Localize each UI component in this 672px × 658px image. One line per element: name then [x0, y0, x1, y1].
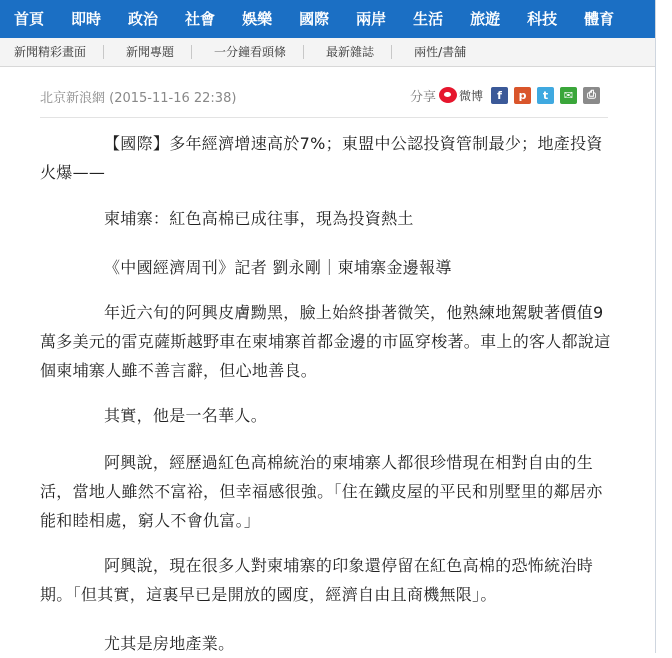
nav-item-home[interactable]: 首頁: [14, 10, 45, 28]
nav-item-politics[interactable]: 政治: [128, 10, 159, 28]
article-paragraph: 年近六旬的阿興皮膚黝黑，臉上始終掛著微笑，他熟練地駕駛著價值9萬多美元的雷克薩斯越野車在柬埔寨首都金邊的市區穿梭著。車上的客人都說這個柬埔寨人雖不善言辭，但心地善良。: [40, 303, 611, 380]
nav-item-sports[interactable]: 體育: [584, 10, 615, 28]
subnav-item-latest-magazine[interactable]: 最新雜誌: [326, 45, 375, 59]
weibo-label: 微博: [459, 88, 484, 103]
scroll-gutter: [656, 0, 672, 653]
article-paragraph: 其實，他是一名華人。: [104, 406, 268, 425]
article-subheading: 柬埔寨：紅色高棉已成往事，現為投資熱土: [104, 209, 414, 228]
subnav-item-books[interactable]: 兩性/書舖: [414, 45, 467, 59]
subnav-divider: [103, 45, 104, 59]
meta-divider: [40, 117, 608, 118]
subnav-item-news-topics[interactable]: 新聞專題: [126, 45, 175, 59]
nav-item-travel[interactable]: 旅遊: [470, 10, 501, 28]
nav-item-international[interactable]: 國際: [299, 10, 330, 28]
top-navigation-bar: [0, 0, 655, 39]
plurk-icon[interactable]: p: [514, 87, 531, 104]
weibo-icon: [439, 87, 457, 103]
subnav-item-news-highlights[interactable]: 新聞精彩畫面: [14, 45, 87, 59]
subnav-divider: [191, 45, 192, 59]
nav-item-entertainment[interactable]: 娛樂: [242, 10, 273, 28]
article-container: [0, 67, 655, 653]
share-toolbar: [410, 85, 600, 105]
sub-navigation-bar: [0, 38, 655, 67]
email-icon[interactable]: ✉: [560, 87, 577, 104]
share-label: 分享: [410, 89, 437, 105]
print-icon[interactable]: ⎙: [583, 87, 600, 104]
article-byline: 《中國經濟周刊》記者 劉永剛｜柬埔寨金邊報導: [104, 258, 452, 277]
article-source-date: 北京新浪網 (2015-11-16 22:38): [40, 91, 237, 106]
facebook-icon[interactable]: f: [491, 87, 508, 104]
article-paragraph: 尤其是房地產業。: [104, 634, 235, 653]
subnav-divider: [391, 45, 392, 59]
weibo-share-button[interactable]: [439, 87, 483, 104]
nav-item-life[interactable]: 生活: [413, 10, 444, 28]
article-paragraph: 阿興說，經歷過紅色高棉統治的柬埔寨人都很珍惜現在相對自由的生活，當地人雖然不富裕，但幸福感很強。「住在鐵皮屋的平民和別墅里的鄰居亦能和睦相處，窮人不會仇富。」: [40, 453, 603, 530]
twitter-icon[interactable]: t: [537, 87, 554, 104]
nav-item-realtime[interactable]: 即時: [71, 10, 102, 28]
subnav-divider: [303, 45, 304, 59]
nav-item-technology[interactable]: 科技: [527, 10, 558, 28]
article-paragraph: 阿興說，現在很多人對柬埔寨的印象還停留在紅色高棉的恐怖統治時期。「但其實，這裏早已是開放的國度，經濟自由且商機無限」。: [40, 556, 594, 604]
subnav-item-one-minute-headlines[interactable]: 一分鐘看頭條: [214, 45, 287, 59]
nav-item-cross-strait[interactable]: 兩岸: [356, 10, 387, 28]
article-paragraph: 【國際】多年經濟增速高於7%；東盟中公認投資管制最少；地產投資火爆——: [40, 134, 603, 182]
nav-item-society[interactable]: 社會: [185, 10, 216, 28]
